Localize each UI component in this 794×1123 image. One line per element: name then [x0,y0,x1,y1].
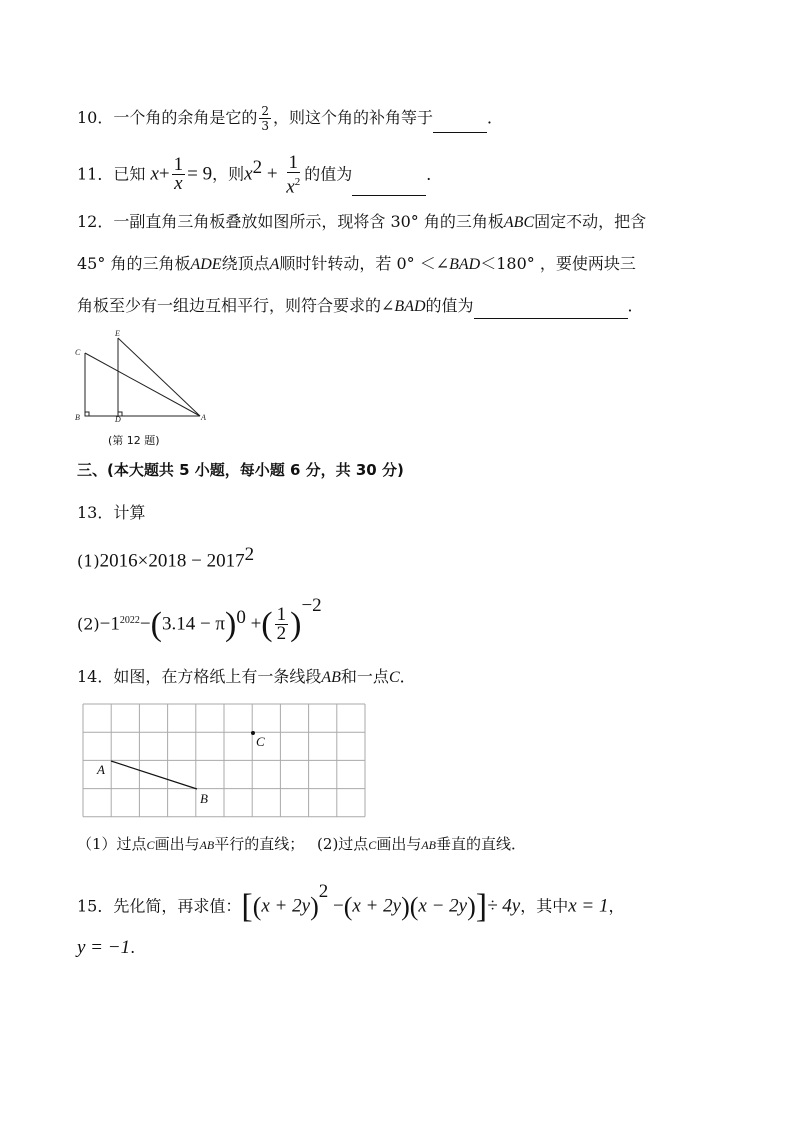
expression: −1 [99,613,120,635]
q12-text: 的值为 [425,296,474,315]
sub-ab: AB [199,838,215,852]
label-a: A [201,413,206,422]
section-title: 三、(本大题共 5 小题，每小题 6 分，共 30 分) [77,461,404,479]
q14-text: 和一点 [340,667,389,686]
q15-text: 15．先化简，再求值： [77,896,242,916]
q12-bad: BAD [449,256,481,273]
question-10 [77,104,503,133]
q15-end: . [130,938,136,957]
point-c [251,731,255,735]
answer-blank[interactable] [433,116,487,133]
q14-ab: AB [321,669,341,686]
q14-end: ． [399,667,416,686]
q12-text: ＜180° ，要使两块三 [480,254,636,273]
expr-1: x + 2y [261,895,311,917]
label-a: A [97,762,105,777]
q12-bad: BAD [394,298,426,315]
math-x: x [244,163,253,185]
sub-text: 垂直的直线． [436,835,527,853]
minus: − [139,613,151,635]
q12-text: 45° 角的三角板 [77,254,191,273]
question-14 [77,665,416,690]
minus: − [332,895,344,917]
grid-figure [82,703,368,819]
math-eq9: = 9 [187,163,213,185]
question-11: 11．已知 x+ $\frac{1}{x}$ = 9，则$x^2$ + $\frac{1}{x^2}$ 的值为 ． [77,151,443,197]
edge-ea [118,338,200,416]
question-13-part-2: $(2)-1^{2022}-(3.14 - \pi)^0$ +( $\frac{1}{2}$ )$^{-2}$ [77,595,322,645]
question-14-subparts [77,832,526,857]
q14-text: 14．如图，在方格纸上有一条线段 [77,667,322,686]
sub-text: 平行的直线； [214,835,305,853]
question-15-line-2 [77,936,135,960]
q11-text-b: ，则 [212,164,245,184]
q11-text-c: 的值为 [304,164,353,184]
right-angle-b [85,412,89,416]
fraction-1-2 [275,606,289,643]
exponent: 2 [244,544,255,565]
q15-text: ，其中 [520,896,569,916]
exponent: 2 [318,881,329,902]
frac-den: x [286,176,295,197]
label-c: C [256,734,265,749]
expression: 2016×2018 − 2017 [99,550,245,572]
q15-text: ， [608,896,625,916]
q10-text: 一个角的余角是它的 [113,108,258,127]
y-value: y = −1 [77,937,131,958]
question-13-part-1 [77,542,254,574]
frac-num: 2 [261,104,270,118]
frac-num: 1 [288,151,298,173]
q14-c: C [388,669,400,686]
q12-end: ． [627,296,644,315]
q12-text: 绕顶点 [221,254,270,273]
part-label: (1) [77,551,100,571]
q12-abc: ABC [503,214,535,231]
sub-c: C [368,838,377,852]
q10-end: ． [487,108,504,127]
sub-text: (2)过点 [317,835,369,853]
fraction-1-x2 [284,151,302,197]
q10-number: 10． [77,108,114,127]
divisor: ÷ 4y [487,895,521,917]
part-label: (2) [77,614,100,634]
sub-text: 画出与 [154,835,200,853]
sub-text: （1）过点 [77,835,147,853]
frac-sup: 2 [294,175,301,188]
edge-ca [85,353,200,416]
expr-3: x − 2y [418,895,468,917]
q12-a: A [269,256,280,273]
question-12-line-1 [77,210,646,235]
question-12-line-3 [77,294,644,319]
label-b: B [200,791,208,806]
figure-caption: (第 12 题) [108,434,160,447]
label-d: D [115,415,121,422]
q10-text-b: ，则这个角的补角等于 [273,108,434,127]
math-sup: 2 [252,157,263,178]
question-15: 15．先化简，再求值：$[(x + 2y)^2 -(x + 2y)(x - 2y)]\div 4y$，其中x = 1， [77,881,625,925]
label-c: C [75,348,81,357]
segment-ab [111,761,197,789]
label-b: B [75,413,80,422]
x-value: x = 1 [568,895,609,917]
q12-text: 顺时针转动，若 0° ＜∠ [279,254,450,273]
q12-text: 固定不动，把含 [534,212,647,231]
q12-ade: ADE [190,256,222,273]
frac-num: 1 [173,154,184,176]
frac-den: 2 [276,623,287,645]
math-x: x [150,163,159,185]
exponent: −2 [301,595,322,616]
expr-2: x + 2y [352,895,402,917]
q11-text: 已知 [113,164,146,184]
q11-number: 11． [77,164,114,184]
sub-text: 画出与 [376,835,422,853]
label-e: E [115,329,120,338]
answer-blank[interactable] [474,302,628,319]
frac-den: 3 [261,119,270,133]
triangle-figure [72,326,212,422]
answer-blank[interactable] [352,179,426,196]
plus: + [250,613,262,635]
question-12-line-2 [77,252,636,277]
sub-ab: AB [421,838,436,852]
exponent: 2022 [119,615,140,626]
fraction-2-3 [259,104,271,133]
frac-den: x [174,173,183,195]
q12-text: 12．一副直角三角板叠放如图所示，现将含 30° 角的三角板 [77,212,504,231]
fraction-1-x [172,156,186,193]
q12-text: 角板至少有一组边互相平行，则符合要求的∠ [77,296,395,315]
expression: 3.14 − π [161,613,225,635]
question-13: 13．计算 [77,503,146,522]
sub-c: C [146,838,155,852]
math-plus: + [158,163,170,185]
frac-num: 1 [276,604,287,626]
exponent: 0 [236,607,246,628]
q11-end: ． [426,164,443,184]
